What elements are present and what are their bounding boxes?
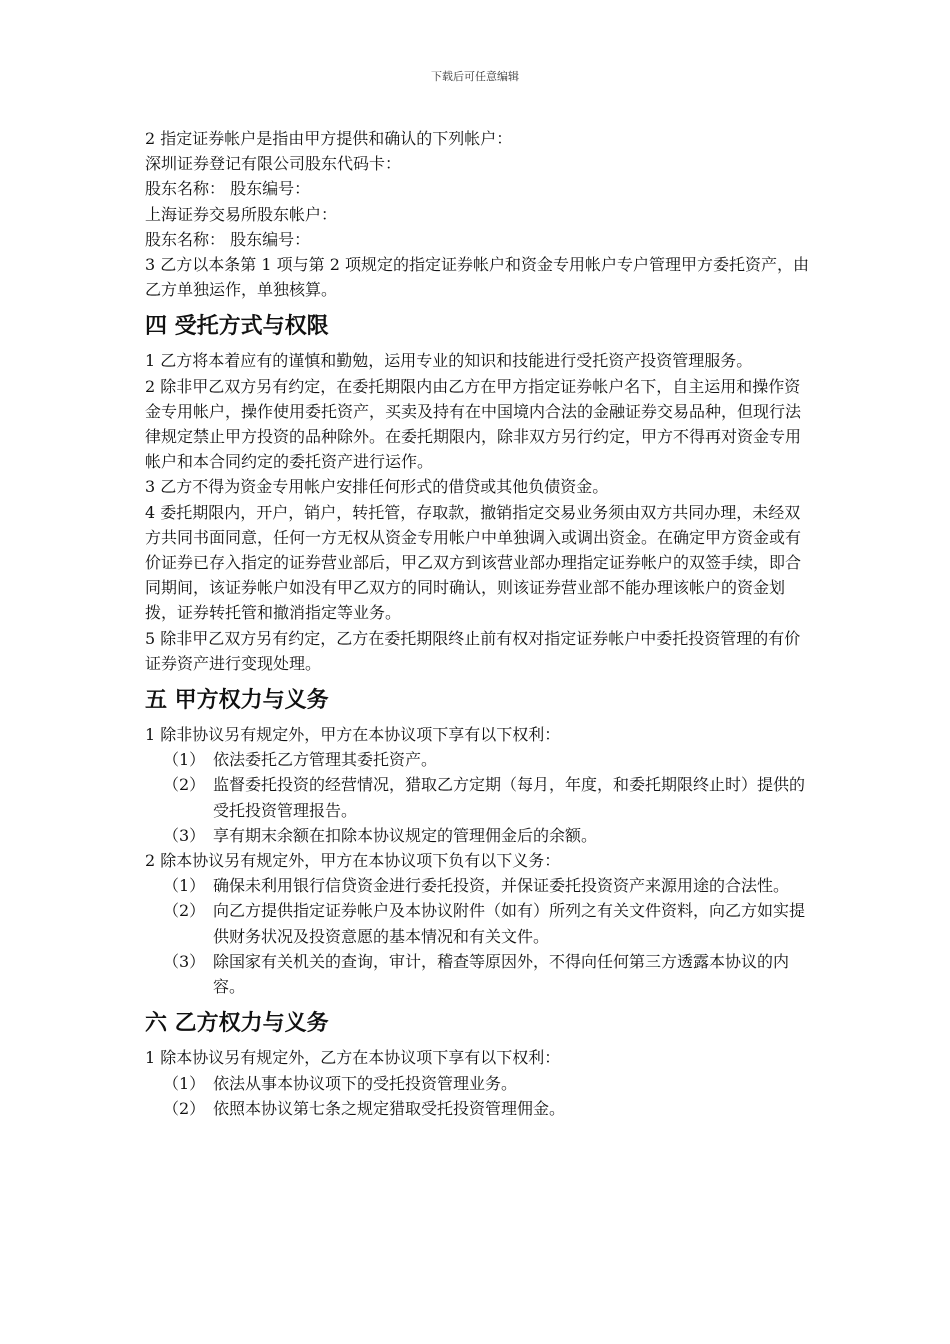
section-4-clause-3: 3 乙方不得为资金专用帐户安排任何形式的借贷或其他负债资金。 [145,477,609,497]
list-item-text: 依法委托乙方管理其委托资产。 [213,750,438,770]
clause-2-designated-account: 2 指定证券帐户是指由甲方提供和确认的下列帐户： [145,129,513,148]
section-heading-6: 六 乙方权力与义务 [145,1010,329,1037]
list-item [145,747,810,772]
list-item-text: 除国家有关机关的查询，审计，稽查等原因外，不得向任何第三方透露本协议的内容。 [213,951,790,997]
list-item [145,873,810,898]
section-5-duties-intro: 2 除本协议另有规定外，甲方在本协议项下负有以下义务： [145,851,561,871]
page-header: 下载后可任意编辑 [431,70,519,83]
list-item [145,1096,810,1121]
section-4-clause-5: 5 除非甲乙双方另有约定，乙方在委托期限终止前有权对指定证券帐户中委托投资管理的有价证券资产进行变现处理。 [145,628,801,673]
list-item-number: （3） [163,825,206,845]
list-item-number: （1） [163,876,206,896]
section-4-clause-4: 4 委托期限内，开户，销户，转托管，存取款，撤销指定交易业务须由双方共同办理，未经双方共同书面同意，任何一方无权从资金专用帐户中单独调入或调出资金。在确定甲方资金或有价证券已存入指定的证券营业部后，甲乙双方到该营业部办理指定证券帐户的双签手续，即合同期间，该证券帐户如没有甲乙双方的同时确认，则该证券营业部不能办理该帐户的资金划拨，证券转托管和撤消指定等业务。 [145,502,802,623]
list-item-text: 依法从事本协议项下的受托投资管理业务。 [213,1073,518,1093]
list-item-text: 向乙方提供指定证券帐户及本协议附件（如有）所列之有关文件资料，向乙方如实提供财务状况及投资意愿的基本情况和有关文件。 [213,901,806,946]
list-item-text: 依照本协议第七条之规定猎取受托投资管理佣金。 [213,1098,566,1118]
list-item-number: （2） [163,901,206,921]
list-item-number: （1） [163,750,206,770]
list-item-number: （2） [163,1098,206,1118]
document-body [145,126,810,1121]
shareholder-fields-line: 股东名称： 股东编号： [145,179,311,199]
list-item-number: （1） [163,1073,206,1093]
list-item-number: （2） [163,775,206,795]
list-item [145,1071,810,1096]
section-heading-5: 五 甲方权力与义务 [145,687,329,714]
section-5-rights-intro: 1 除非协议另有规定外，甲方在本协议项下享有以下权利： [145,725,561,745]
shareholder-fields-line: 股东名称： 股东编号： [145,229,311,249]
list-item [145,823,810,848]
shanghai-account-line: 上海证券交易所股东帐户： [145,204,338,224]
section-4-clause-1: 1 乙方将本着应有的谨慎和勤勉，运用专业的知识和技能进行受托资产投资管理服务。 [145,351,753,371]
list-item [145,949,810,999]
list-item-text: 享有期末余额在扣除本协议规定的管理佣金后的余额。 [213,825,598,845]
list-item [145,772,810,822]
clause-3-account-management: 3 乙方以本条第 1 项与第 2 项规定的指定证券帐户和资金专用帐户专户管理甲方委托资产，由乙方单独运作，单独核算。 [145,255,809,300]
list-item [145,898,810,948]
list-item-number: （3） [163,951,206,971]
list-item-text: 监督委托投资的经营情况，猎取乙方定期（每月，年度，和委托期限终止时）提供的受托投资管理报告。 [213,775,806,820]
shenzhen-account-line: 深圳证券登记有限公司股东代码卡： [145,154,402,174]
section-6-rights-intro: 1 除本协议另有规定外，乙方在本协议项下享有以下权利： [145,1048,561,1068]
list-item-text: 确保未利用银行信贷资金进行委托投资，并保证委托投资资产来源用途的合法性。 [213,876,790,896]
section-heading-4: 四 受托方式与权限 [145,313,329,340]
section-4-clause-2: 2 除非甲乙双方另有约定，在委托期限内由乙方在甲方指定证券帐户名下，自主运用和操作资金专用帐户，操作使用委托资产，买卖及持有在中国境内合法的金融证券交易品种，但现行法律规定禁止甲方投资的品种除外。在委托期限内，除非双方另行约定，甲方不得再对资金专用帐户和本合同约定的委托资产进行运作。 [145,376,802,472]
